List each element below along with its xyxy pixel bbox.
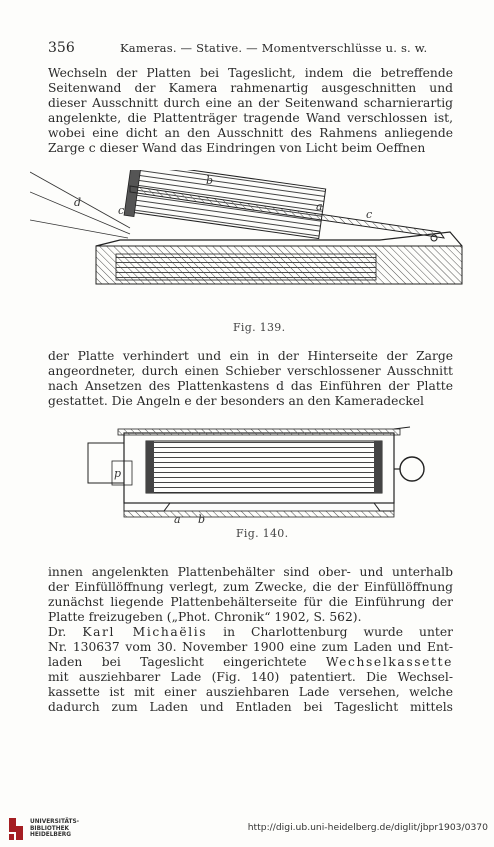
text-line: wobei eine dicht an den Ausschnitt des Rahmens anliegende: [48, 126, 453, 140]
text-line: [48, 625, 453, 640]
label-c-right: c: [366, 208, 373, 221]
figure-139: [30, 170, 470, 315]
figure-140: [84, 425, 434, 525]
library-logo-icon: [6, 816, 26, 842]
running-title: Kameras. — Stative. — Momentverschlüsse u. s. w.: [120, 41, 428, 55]
figure-140-caption: Fig. 140.: [236, 527, 289, 540]
text-line: Platte freizugeben („Phot. Chronik“ 1902, S. 562).: [48, 610, 362, 624]
drawer-bottom: [124, 503, 394, 511]
person-name: Karl Michaëlis: [82, 625, 208, 639]
cassette-top: [118, 429, 400, 435]
label-b: b: [206, 174, 214, 187]
plate-stack-left-edge: [146, 441, 154, 493]
text-line: angeordneter, durch einen Schieber verschlossener Ausschnitt: [48, 364, 453, 378]
camera-top-edge: [96, 232, 462, 246]
library-name-line: BIBLIOTHEK: [30, 825, 70, 832]
plate-stack-right-edge: [374, 441, 382, 493]
text-line: Nr. 130637 vom 30. November 1900 eine zum Laden und Ent-: [48, 640, 453, 654]
text-line: angelenkte, die Plattenträger tragende Wand verschlossen ist,: [48, 111, 453, 125]
emphasized-term: Wechselkassette: [325, 655, 453, 669]
label-a: a: [316, 200, 323, 213]
paragraph-3: [48, 565, 453, 715]
text-fragment: laden bei Tageslicht eingerichtete: [48, 655, 326, 669]
page-number: 356: [48, 40, 75, 56]
page-header: [48, 40, 452, 54]
text-line: Zarge c dieser Wand das Eindringen von Licht beim Oeffnen: [48, 141, 426, 155]
text-line: Wechseln der Platten bei Tageslicht, indem die betreffende: [48, 66, 453, 80]
pull-ring-icon: [400, 457, 424, 481]
cassette-base: [124, 511, 394, 517]
plate-stack: [146, 441, 382, 493]
paragraph-2: [48, 349, 453, 409]
text-line: kassette ist mit einer ausziehbaren Lade versehen, welche: [48, 685, 453, 699]
figure-139-caption: Fig. 139.: [233, 321, 286, 334]
plate-stack-lower: [116, 254, 376, 280]
lid-edge: [394, 427, 410, 429]
text-line: der Einfüllöffnung verlegt, zum Zwecke, die der Einfüllöffnung: [48, 580, 453, 594]
guide-line: [30, 220, 128, 238]
source-url-link[interactable]: http://digi.ub.uni-heidelberg.de/diglit/jbpr1903/0370: [247, 822, 488, 833]
page-footer: [0, 808, 494, 847]
text-fragment: Dr.: [48, 625, 83, 639]
label-c-left: c: [118, 204, 125, 217]
text-line: der Platte verhindert und ein in der Hinterseite der Zarge: [48, 349, 453, 363]
library-name-line: UNIVERSITÄTS-: [30, 819, 80, 825]
label-a: a: [174, 513, 181, 525]
text-line: zunächst liegende Plattenbehälterseite für die Einführung der: [48, 595, 453, 609]
text-line: innen angelenkten Plattenbehälter sind ober- und unterhalb: [48, 565, 453, 579]
text-line: [48, 655, 453, 670]
text-line: Seitenwand der Kamera rahmenartig ausgeschnitten und: [48, 81, 453, 95]
label-b: b: [198, 513, 206, 525]
text-line: mit ausziehbarer Lade (Fig. 140) patentiert. Die Wechsel-: [48, 670, 453, 684]
text-fragment: in Charlottenburg wurde unter: [207, 625, 453, 639]
label-d: d: [74, 196, 82, 209]
paragraph-1: [48, 66, 453, 156]
library-name: [30, 819, 79, 839]
text-line: dieser Ausschnitt durch eine an der Seitenwand scharnierartig: [48, 96, 453, 110]
library-name-line: HEIDELBERG: [30, 832, 72, 839]
text-line: gestattet. Die Angeln e der besonders an den Kameradeckel: [48, 394, 424, 408]
text-line: dadurch zum Laden und Entladen bei Tageslicht mittels: [48, 700, 453, 714]
label-p: p: [114, 467, 122, 480]
text-line: nach Ansetzen des Plattenkastens d das Einführen der Platte: [48, 379, 453, 393]
